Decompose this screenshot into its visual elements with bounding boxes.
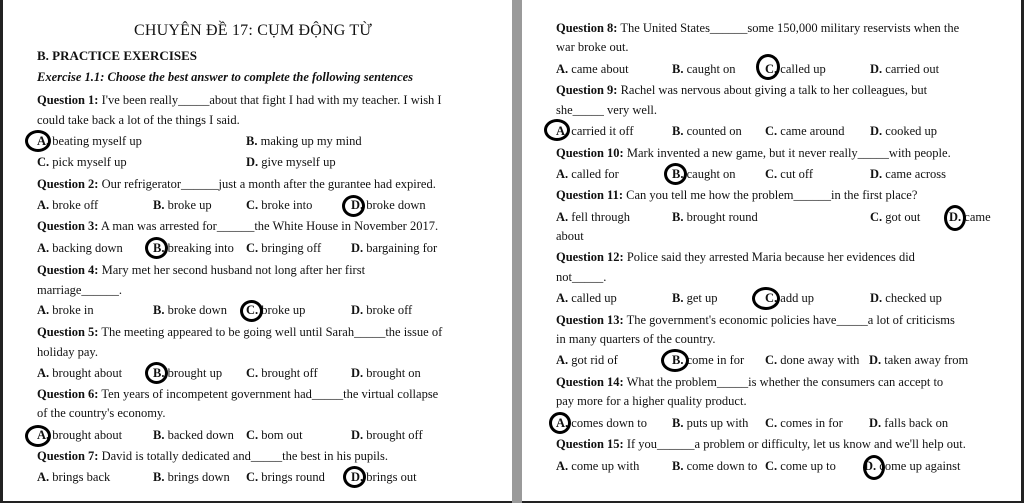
q8-option-a[interactable] [556,62,629,77]
question-5-text: The meeting appeared to be going well until Sarah_____the issue of [98,325,443,339]
q15-option-d-letter: D. [864,459,877,473]
q8-option-b-letter: B. [672,62,684,76]
q4-option-a-letter: A. [37,303,50,317]
q6-option-d-text: brought off [363,428,423,442]
q10-option-a[interactable] [556,167,619,182]
q14-option-d[interactable] [869,416,948,431]
q13-option-a-letter: A. [556,353,569,367]
q12-option-b-text: get up [683,291,718,305]
q7-option-d-letter: D. [351,470,364,484]
q1-option-a-text: beating myself up [49,134,142,148]
answer-mark-q1 [25,130,51,152]
q8-option-b-text: caught on [683,62,736,76]
q11-option-c-letter: C. [870,210,883,224]
question-9-line-1 [556,83,927,98]
question-10-label: Question 10: [556,146,624,160]
q2-option-c-text: broke into [258,198,313,212]
q10-option-d[interactable] [870,167,946,182]
question-12-text: Police said they arrested Maria because her evidences did [623,250,915,264]
q15-option-a-letter: A. [556,459,569,473]
q7-option-c[interactable] [246,470,325,485]
q12-option-a-letter: A. [556,291,569,305]
q7-option-c-text: brings round [258,470,325,484]
question-2-text: Our refrigerator______just a month after the gurantee had expired. [98,177,436,191]
q8-option-c-letter: C. [765,62,778,76]
question-10-line-1 [556,146,951,161]
exercise-label: Exercise 1.1 [37,70,101,84]
q2-option-b[interactable] [153,198,212,213]
q11-option-d-letter: D. [949,210,962,224]
q13-option-b-letter: B. [672,353,684,367]
q12-option-c-text: add up [777,291,814,305]
q3-option-b-text: breaking into [164,241,234,255]
answer-mark-q10 [664,163,687,185]
answer-mark-q8 [756,54,780,80]
q15-option-c-letter: C. [765,459,778,473]
question-4-line-2: marriage______. [37,283,123,297]
q9-option-d[interactable] [870,124,937,139]
q10-option-a-text: called for [568,167,619,181]
question-14-line-2: pay more for a higher quality product. [556,394,747,408]
page-title: CHUYÊN ĐỀ 17: CỤM ĐỘNG TỪ [133,22,372,39]
q2-option-d-letter: D. [351,198,364,212]
question-15-text: If you______a problem or difficulty, let us know and we'll help out. [623,437,966,451]
q5-option-c-letter: C. [246,366,259,380]
answer-mark-q13 [661,349,689,372]
q9-option-c-text: came around [777,124,845,138]
q2-option-c[interactable] [246,198,312,213]
q6-option-b[interactable] [153,428,234,443]
q14-option-c-letter: C. [765,416,778,430]
question-8-text: The United States______some 150,000 military reservists when the [617,21,960,35]
question-4-line-1 [37,263,365,278]
q2-option-a[interactable] [37,198,98,213]
question-8-label: Question 8: [556,21,618,35]
q11-option-d-text: came [961,210,991,224]
question-7-text: David is totally dedicated and_____the best in his pupils. [98,449,389,463]
q6-option-d[interactable] [351,428,423,443]
q14-option-b-letter: B. [672,416,684,430]
q4-option-d-text: broke off [363,303,413,317]
question-1-label: Question 1: [37,93,99,107]
q15-option-c[interactable] [765,459,836,474]
q8-option-b[interactable] [672,62,736,77]
question-4-label: Question 4: [37,263,99,277]
question-13-text: The government's economic policies have_____a lot of criticisms [623,313,955,327]
q10-option-c-text: cut off [777,167,814,181]
q11-option-a[interactable] [556,210,630,225]
q11-option-b-letter: B. [672,210,684,224]
q12-option-d-text: checked up [882,291,942,305]
q10-option-b-letter: B. [672,167,684,181]
question-2-line-1 [37,177,436,192]
q15-option-a[interactable] [556,459,639,474]
q13-option-b-text: come in for [683,353,745,367]
q8-option-c-text: called up [777,62,826,76]
q5-option-c-text: brought off [258,366,318,380]
question-3-line-1 [37,219,438,234]
q14-option-c[interactable] [765,416,843,431]
q8-option-d-letter: D. [870,62,883,76]
q5-option-a-letter: A. [37,366,50,380]
q1-option-b-letter: B. [246,134,258,148]
answer-mark-q9 [544,119,570,141]
q6-option-b-text: backed down [164,428,234,442]
q10-option-a-letter: A. [556,167,569,181]
q3-option-d[interactable] [351,241,437,256]
q6-option-b-letter: B. [153,428,165,442]
q5-option-d-letter: D. [351,366,364,380]
question-9-label: Question 9: [556,83,618,97]
question-14-label: Question 14: [556,375,624,389]
q1-option-d-text: give myself up [258,155,336,169]
question-8-line-1 [556,21,959,36]
q12-option-d[interactable] [870,291,942,306]
q3-option-a[interactable] [37,241,123,256]
q15-option-a-text: come up with [568,459,640,473]
frame-left-edge [0,0,3,503]
q12-option-c-letter: C. [765,291,778,305]
question-1-line-1 [37,93,442,108]
q10-option-d-text: came across [882,167,947,181]
q6-option-a-text: brought about [49,428,123,442]
q6-option-d-letter: D. [351,428,364,442]
question-12-line-2: not_____. [556,270,607,284]
q9-option-a-letter: A. [556,124,569,138]
q13-option-d-text: taken away from [881,353,969,367]
question-9-line-2: she_____ very well. [556,103,658,117]
question-1-line-2: could take back a lot of the things I said. [37,113,240,127]
q8-option-a-text: came about [568,62,629,76]
q4-option-b-letter: B. [153,303,165,317]
q4-option-c-text: broke up [258,303,306,317]
q4-option-d-letter: D. [351,303,364,317]
q11-option-a-letter: A. [556,210,569,224]
question-4-text: Mary met her second husband not long after her first [98,263,366,277]
q3-option-b-letter: B. [153,241,165,255]
answer-mark-q3 [145,237,168,259]
q1-option-b[interactable] [246,134,362,149]
q11-option-b-text: brought round [683,210,758,224]
left-page [8,0,506,503]
q14-option-b-text: puts up with [683,416,749,430]
q3-option-c-letter: C. [246,241,259,255]
q15-option-b[interactable] [672,459,757,474]
question-15-line-1 [556,437,966,452]
q1-option-c[interactable] [37,155,127,170]
q7-option-d-text: brings out [363,470,417,484]
q7-option-b[interactable] [153,470,230,485]
q1-option-d-letter: D. [246,155,259,169]
q14-option-b[interactable] [672,416,748,431]
q13-option-d-letter: D. [869,353,882,367]
question-6-label: Question 6: [37,387,99,401]
q2-option-d-text: broke down [363,198,426,212]
question-3-label: Question 3: [37,219,99,233]
q11-option-b[interactable] [672,210,758,225]
page-divider [512,0,522,503]
q14-option-a-text: comes down to [568,416,647,430]
q13-option-c-letter: C. [765,353,778,367]
q2-option-c-letter: C. [246,198,259,212]
q1-option-a-letter: A. [37,134,50,148]
q1-option-d[interactable] [246,155,336,170]
q9-option-b[interactable] [672,124,742,139]
question-15-label: Question 15: [556,437,624,451]
question-3-text: A man was arrested for______the White House in November 2017. [98,219,439,233]
q5-option-d[interactable] [351,366,421,381]
q7-option-b-text: brings down [164,470,230,484]
q3-option-d-text: bargaining for [363,241,438,255]
q2-option-b-letter: B. [153,198,165,212]
q7-option-c-letter: C. [246,470,259,484]
question-14-line-1 [556,375,943,390]
question-2-label: Question 2: [37,177,99,191]
q3-option-d-letter: D. [351,241,364,255]
q14-option-a-letter: A. [556,416,569,430]
exercise-text: : Choose the best answer to complete the following sentences [100,70,414,84]
q1-option-a[interactable] [37,134,142,149]
section-heading: B. PRACTICE EXERCISES [37,48,198,63]
question-11-line-1 [556,188,917,203]
q2-option-a-text: broke off [49,198,99,212]
q11-option-c-text: got out [882,210,921,224]
q14-option-c-text: comes in for [777,416,843,430]
q11-option-c[interactable] [870,210,920,225]
q12-option-a[interactable] [556,291,617,306]
question-7-line-1 [37,449,388,464]
q15-option-c-text: come up to [777,459,836,473]
answer-mark-q12 [752,287,780,310]
q4-option-a[interactable] [37,303,94,318]
q4-option-d[interactable] [351,303,412,318]
q2-option-b-text: broke up [164,198,212,212]
q3-option-a-text: backing down [49,241,123,255]
question-13-label: Question 13: [556,313,624,327]
question-7-label: Question 7: [37,449,99,463]
question-6-text: Ten years of incompetent government had_____the virtual collapse [98,387,439,401]
q14-option-d-text: falls back on [881,416,949,430]
q13-option-c-text: done away with [777,353,860,367]
q4-option-c-letter: C. [246,303,259,317]
answer-mark-q2 [342,195,365,217]
q7-option-a-text: brings back [49,470,111,484]
q9-option-c-letter: C. [765,124,778,138]
q6-option-c-text: bom out [258,428,303,442]
q14-option-d-letter: D. [869,416,882,430]
q8-option-d-text: carried out [882,62,940,76]
q9-option-d-text: cooked up [882,124,938,138]
q7-option-a[interactable] [37,470,110,485]
q4-option-a-text: broke in [49,303,94,317]
question-1-text: I've been really_____about that fight I had with my teacher. I wish I [98,93,442,107]
q11-option-d-wrap: about [556,229,584,243]
q9-option-c[interactable] [765,124,844,139]
question-13-line-1 [556,313,955,328]
q1-option-b-text: making up my mind [257,134,362,148]
question-5-line-2: holiday pay. [37,345,98,359]
answer-mark-q7 [343,466,366,488]
q7-option-b-letter: B. [153,470,165,484]
question-10-text: Mark invented a new game, but it never really_____with people. [623,146,951,160]
q4-option-b-text: broke down [164,303,227,317]
q13-option-a-text: got rid of [568,353,618,367]
q5-option-b-text: brought up [164,366,223,380]
q8-option-a-letter: A. [556,62,569,76]
q9-option-b-letter: B. [672,124,684,138]
q3-option-c-text: bringing off [258,241,322,255]
q13-option-d[interactable] [869,353,968,368]
answer-mark-q6 [25,425,51,447]
q9-option-d-letter: D. [870,124,883,138]
question-9-text: Rachel was nervous about giving a talk to her colleagues, but [617,83,928,97]
q5-option-b-letter: B. [153,366,165,380]
q10-option-c[interactable] [765,167,813,182]
answer-mark-q11 [944,205,966,231]
q7-option-a-letter: A. [37,470,50,484]
q9-option-b-text: counted on [683,124,742,138]
q8-option-d[interactable] [870,62,939,77]
question-8-line-2: war broke out. [556,40,629,54]
answer-mark-q5 [145,362,168,384]
question-5-label: Question 5: [37,325,99,339]
question-13-line-2: in many quarters of the country. [556,332,716,346]
q5-option-c[interactable] [246,366,318,381]
q13-option-c[interactable] [765,353,859,368]
question-14-text: What the problem_____is whether the consumers can accept to [623,375,944,389]
question-6-line-2: of the country's economy. [37,406,166,420]
q1-option-c-text: pick myself up [49,155,127,169]
right-page [527,0,1017,503]
answer-mark-q14 [549,412,571,434]
question-5-line-1 [37,325,442,340]
q13-option-a[interactable] [556,353,618,368]
q5-option-a-text: brought about [49,366,123,380]
q15-option-b-letter: B. [672,459,684,473]
q12-option-b[interactable] [672,291,718,306]
q15-option-d-text: come up against [876,459,961,473]
question-12-line-1 [556,250,915,265]
q12-option-a-text: called up [568,291,617,305]
q1-option-c-letter: C. [37,155,50,169]
q10-option-d-letter: D. [870,167,883,181]
q11-option-a-text: fell through [568,210,630,224]
q10-option-c-letter: C. [765,167,778,181]
q3-option-c[interactable] [246,241,321,256]
q12-option-d-letter: D. [870,291,883,305]
q9-option-a-text: carried it off [568,124,634,138]
q12-option-b-letter: B. [672,291,684,305]
question-6-line-1 [37,387,438,402]
q6-option-c-letter: C. [246,428,259,442]
q6-option-a-letter: A. [37,428,50,442]
question-11-label: Question 11: [556,188,624,202]
answer-mark-q4 [240,300,263,322]
q5-option-a[interactable] [37,366,122,381]
q10-option-b-text: caught on [683,167,736,181]
q3-option-a-letter: A. [37,241,50,255]
q6-option-c[interactable] [246,428,303,443]
exercise-instruction [37,70,413,85]
q5-option-d-text: brought on [363,366,421,380]
question-11-text: Can you tell me how the problem______in the first place? [623,188,918,202]
q2-option-a-letter: A. [37,198,50,212]
question-12-label: Question 12: [556,250,624,264]
q15-option-b-text: come down to [683,459,758,473]
q4-option-b[interactable] [153,303,227,318]
answer-mark-q15 [863,455,885,480]
